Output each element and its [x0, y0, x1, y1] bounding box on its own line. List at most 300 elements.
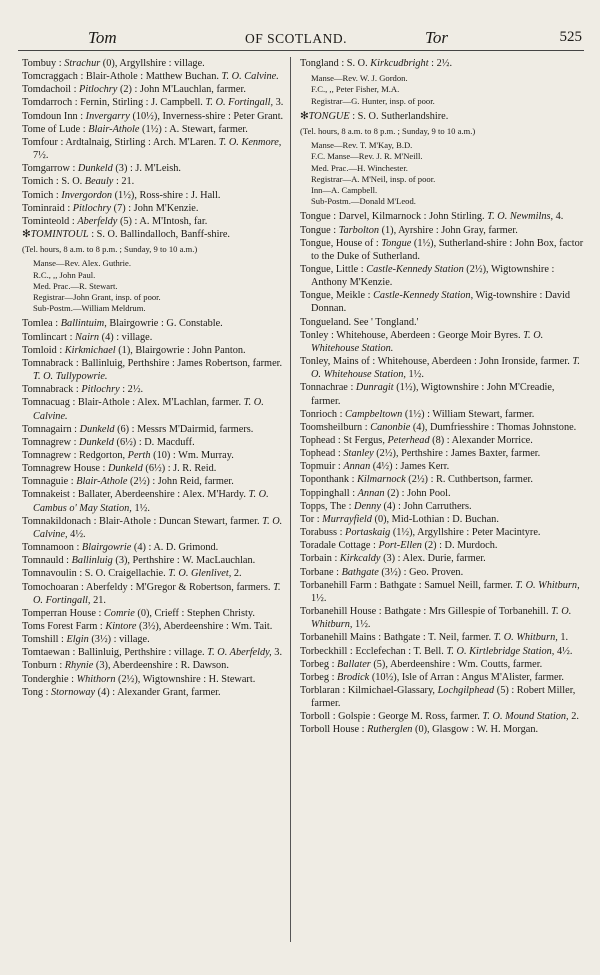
entry-italic-text: Tarbolton — [338, 224, 380, 236]
entry-text: Toradale Cottage : — [300, 540, 379, 552]
entry-italic-text: Castle-Kennedy Station — [366, 263, 464, 275]
entry-italic-text: Blairgowrie — [81, 542, 132, 554]
entry-italic-text: Dunkeld — [77, 163, 113, 175]
entry-text: Tongueland. See ' Tongland.' — [300, 316, 419, 328]
entry-text: Tominteold : — [22, 215, 78, 227]
entry-text: 1½. — [131, 502, 150, 514]
entry-italic-text: Murrayfield — [322, 513, 372, 525]
entry-text: : 2½. — [428, 58, 453, 69]
entry-italic-text: T. O. Kenmore, — [218, 136, 282, 148]
entry-text: (3), Aberdeenshire : R. Dawson. — [93, 660, 229, 672]
official-line: Registrar—John Grant, insp. of poor. — [33, 292, 161, 302]
locality-officials — [300, 73, 584, 107]
directory-entry — [22, 344, 284, 357]
entry-italic-text: Castle-Kennedy Station — [373, 290, 471, 302]
entry-italic-text: Dunkeld — [79, 423, 115, 435]
entry-italic-text: TONGUE — [308, 110, 350, 122]
directory-entry — [22, 541, 284, 554]
entry-italic-text: T. O. Calvine. — [221, 71, 279, 83]
entry-text: (4), Dumfriesshire : Thomas Johnstone. — [410, 421, 577, 433]
locality-officials — [300, 140, 584, 207]
entry-text: (4) : village. — [99, 331, 153, 343]
entry-text: : 2½. — [119, 384, 144, 396]
entry-text: (1½) : William Stewart, farmer. — [402, 408, 535, 420]
entry-italic-text: Ballinluig — [71, 555, 113, 567]
entry-text: (1½), Sutherland-shire : John Box, factor to the Duke of Sutherland. — [311, 237, 584, 262]
directory-entry — [300, 316, 584, 329]
entry-text: (7) : John M'Kenzie. — [111, 202, 199, 214]
entry-text: (10½), Inverness-shire : Peter Grant. — [129, 110, 284, 122]
directory-entry — [22, 70, 284, 83]
column-divider — [290, 57, 291, 942]
entry-text: Tongue, Little : — [300, 263, 367, 275]
entry-italic-text: Ballintuim — [60, 318, 105, 330]
entry-text: Tomdarroch : Fernin, Stirling : J. Campbell. — [22, 97, 206, 109]
entry-italic-text: TOMINTOUL — [30, 229, 89, 241]
entry-text: (10) : Wm. Murray. — [150, 449, 234, 461]
entry-italic-text: T. O. Fortingall, — [205, 97, 274, 109]
entry-text: Toomsheilburn : — [300, 421, 371, 433]
entry-text: Torbanehill Mains : Bathgate : T. Neil, farmer. — [300, 632, 494, 644]
directory-entry — [22, 515, 284, 541]
entry-text: Tomich : — [22, 189, 62, 201]
page-header — [18, 26, 584, 51]
entry-italic-text: Kintore — [105, 621, 137, 632]
directory-entry — [22, 607, 284, 620]
directory-entry — [300, 210, 584, 223]
directory-entry — [300, 723, 584, 736]
entry-text: Topps, The : — [300, 500, 355, 512]
official-line: Manse—Rev. W. J. Gordon. — [311, 73, 408, 84]
entry-italic-text: T. O. Whitburn, — [515, 579, 580, 591]
entry-italic-text: Port-Ellen — [378, 540, 422, 552]
entry-text: 3. — [273, 97, 284, 109]
entry-italic-text: Aberfeldy — [77, 215, 118, 227]
directory-entry — [300, 355, 584, 381]
entry-text: Toppinghall : — [300, 487, 358, 499]
entry-text: (4) : A. D. Grimond. — [131, 542, 219, 554]
directory-entry — [300, 671, 584, 684]
directory-entry — [22, 202, 284, 215]
directory-entry — [22, 436, 284, 449]
entry-text: (3½) : Geo. Proven. — [378, 566, 464, 578]
official-line: Inn—A. Campbell. — [311, 184, 378, 195]
entry-text: (0), Argyllshire : village. — [100, 58, 205, 69]
entry-italic-text: Beauly — [84, 176, 114, 188]
entry-text: Tomnacuag : Blair-Athole : Alex. M'Lachlan, farmer. — [22, 397, 244, 409]
entry-text: (6½) : D. Macduff. — [113, 436, 195, 448]
directory-entry — [22, 449, 284, 462]
entry-italic-text: T. O. Tullypowrie. — [33, 371, 108, 383]
directory-entry — [300, 289, 584, 315]
entry-text: Topmuir : — [300, 461, 344, 473]
entry-text: ✻ — [300, 110, 309, 122]
official-line: Med. Prac.—R. Stewart. — [33, 280, 118, 291]
directory-entry — [300, 645, 584, 658]
directory-entry — [22, 136, 284, 162]
entry-italic-text: Pitlochry — [72, 202, 112, 214]
entry-text: Tomdachoil : — [22, 84, 80, 96]
entry-text: Tomnauld : — [22, 555, 72, 567]
entry-text: (2) : John Pool. — [384, 487, 451, 499]
entry-italic-text: Denny — [354, 500, 381, 512]
entry-text: (2) : John M'Lauchlan, farmer. — [117, 84, 246, 96]
entry-italic-text: T. O. Whitburn, — [311, 606, 572, 631]
entry-text: (1½), Argyllshire : Peter Macintyre. — [390, 527, 541, 539]
entry-text: Tomnagrew : — [22, 436, 80, 448]
entry-italic-text: Ballater — [337, 658, 371, 670]
entry-italic-text: Pitlochry — [81, 384, 120, 396]
entry-text: (2½), Wigtownshire : H. Stewart. — [115, 673, 256, 685]
entry-italic-text: Rutherglen — [367, 724, 413, 736]
entry-italic-text: Kirkcaldy — [339, 553, 381, 565]
entry-text: (2) : D. Murdoch. — [421, 540, 498, 552]
entry-text: (4½) : James Kerr. — [370, 461, 450, 473]
entry-text: (2½), Wigtownshire : Anthony M'Kenzie. — [311, 263, 555, 289]
directory-entry — [300, 473, 584, 486]
entry-text: Tongue : — [300, 224, 339, 236]
directory-entry — [22, 123, 284, 136]
right-column — [300, 57, 584, 737]
entry-italic-text: Peterhead — [387, 435, 430, 446]
entry-text: (3) : Alex. Durie, farmer. — [380, 553, 486, 565]
entry-text: Torbanehill House : Bathgate : Mrs Gillespie of Torbanehill. — [300, 606, 552, 618]
directory-entry — [22, 462, 284, 475]
entry-text: (1), Blairgowrie : John Panton. — [115, 344, 246, 356]
directory-entry — [300, 579, 584, 605]
directory-entry — [300, 263, 584, 289]
entry-text: Tongland : S. O. — [300, 58, 371, 69]
directory-entry — [22, 581, 284, 607]
entry-text: Torbeckhill : Ecclefechan : T. Bell. — [300, 645, 447, 657]
directory-entry — [300, 329, 584, 355]
entry-text: Tong : — [22, 686, 52, 698]
entry-italic-text: T. O. Fortingall, — [33, 581, 281, 606]
entry-text: (1½), Ross-shire : J. Hall. — [112, 189, 221, 201]
entry-italic-text: Rhynie — [64, 660, 94, 672]
entry-text: (6) : Messrs M'Dairmid, farmers. — [114, 423, 254, 435]
directory-entry — [300, 447, 584, 460]
directory-entry — [22, 83, 284, 96]
entry-text: (2½) : R. Cuthbertson, farmer. — [405, 474, 533, 486]
directory-entry — [22, 228, 284, 241]
entry-text: Torbane : — [300, 566, 342, 578]
entry-text: (1½), Wigtownshire : John M'Creadie, farmer. — [311, 382, 555, 407]
entry-italic-text: Elgin — [66, 634, 89, 646]
directory-entry — [300, 500, 584, 513]
page-number: 525 — [559, 29, 582, 45]
entry-text: Tongue : Darvel, Kilmarnock : John Stirling. — [300, 211, 488, 223]
directory-entry — [22, 673, 284, 686]
entry-text: , Blairgowrie : G. Constable. — [104, 318, 223, 330]
entry-text: (2½), Perthshire : James Baxter, farmer. — [373, 448, 541, 460]
entry-text: Tomtaewan : Ballinluig, Perthshire : village. — [22, 647, 208, 659]
header-title: OF SCOTLAND. — [245, 31, 348, 46]
entry-text: Tomnamoon : — [22, 542, 82, 554]
entry-italic-text: Invergarry — [85, 110, 130, 122]
entry-italic-text: Portaskaig — [345, 527, 391, 539]
entry-italic-text: Campbeltown — [345, 408, 403, 420]
official-line: R.C., ,, John Paul. — [33, 269, 96, 280]
directory-entry — [22, 357, 284, 383]
entry-italic-text: T. O. Whitburn, — [493, 632, 558, 644]
entry-text: Torabuss : — [300, 527, 346, 539]
entry-text: (5) : Robert Miller, farmer. — [311, 684, 576, 710]
directory-entry — [22, 215, 284, 228]
entry-text: Tomcraggach : Blair-Athole : Matthew Buchan. — [22, 71, 222, 83]
entry-text: 7½. — [33, 150, 49, 162]
directory-entry — [22, 633, 284, 646]
entry-text: : S. O. Ballindalloch, Banff-shire. — [88, 229, 231, 241]
directory-entry — [300, 513, 584, 526]
entry-text: Tomnagairn : — [22, 423, 80, 435]
directory-entry — [300, 408, 584, 421]
directory-entry — [300, 526, 584, 539]
directory-entry — [22, 96, 284, 109]
entry-text: 1. — [557, 632, 569, 644]
entry-italic-text: Annan — [343, 461, 371, 473]
official-line: F.C., ,, Peter Fisher, M.A. — [311, 84, 400, 95]
entry-text: Torbeg : — [300, 658, 338, 670]
entry-text: Torboll : Golspie : George M. Ross, farmer. — [300, 711, 483, 723]
entry-text: Tongue, House of : — [300, 237, 382, 249]
entry-text: Tomnaguie : — [22, 476, 77, 488]
entry-text: (3½), Aberdeenshire : Wm. Tait. — [136, 621, 273, 632]
directory-entry — [300, 237, 584, 263]
entry-text: Tonnachrae : — [300, 382, 356, 394]
entry-text: (1½) : A. Stewart, farmer. — [139, 123, 248, 135]
directory-entry — [300, 658, 584, 671]
directory-entry — [300, 684, 584, 710]
directory-entry — [300, 710, 584, 723]
entry-text: 4½. — [67, 528, 86, 540]
entry-italic-text: T. O. Kirtlebridge Station, — [446, 645, 555, 657]
official-line: Sub-Postm.—Donald M'Leod. — [311, 196, 416, 207]
directory-entry — [22, 659, 284, 672]
entry-italic-text: Blair-Athole — [76, 476, 128, 488]
entry-text: (3), Perthshire : W. MacLauchlan. — [112, 555, 256, 567]
entry-text: Tongue, Meikle : — [300, 290, 374, 302]
entry-text: Torblaran : Kilmichael-Glassary, — [300, 684, 438, 696]
entry-text: Tonburn : — [22, 660, 65, 672]
entry-italic-text: Invergordon — [61, 189, 113, 201]
directory-entry — [300, 110, 584, 123]
entry-text: Tomloid : — [22, 344, 65, 356]
entry-text: (8) : Alexander Morrice. — [429, 435, 533, 446]
directory-entry — [22, 175, 284, 188]
official-line: F.C. Manse—Rev. J. R. M'Neill. — [311, 151, 423, 162]
entry-text: Tomnakeist : Ballater, Aberdeenshire : Alex. M'Hardy. — [22, 489, 249, 501]
directory-entry — [22, 110, 284, 123]
entry-italic-text: T. O. Mound Station, — [482, 711, 569, 723]
official-line: Sub-Postm.—William Meldrum. — [33, 303, 146, 314]
entry-text: (10½), Isle of Arran : Angus M'Alister, farmer. — [369, 671, 565, 683]
entry-text: 4½. — [554, 645, 573, 657]
header-left-word: Tom — [88, 28, 117, 47]
entry-text: (0), Glasgow : W. H. Morgan. — [412, 724, 539, 736]
entry-italic-text: Dunkeld — [79, 436, 114, 448]
left-column — [22, 57, 284, 699]
directory-entry — [300, 539, 584, 552]
official-line: Manse—Rev. Alex. Guthrie. — [33, 258, 132, 269]
entry-text: Tomochoaran : Aberfeldy : M'Gregor & Robertson, farmers. — [22, 581, 274, 593]
entry-text: (5) : A. M'Intosh, far. — [117, 215, 208, 227]
entry-text: Tomdoun Inn : — [22, 110, 86, 122]
directory-entry — [300, 552, 584, 565]
entry-italic-text: T. O. Aberfeldy, — [207, 647, 272, 659]
entry-text: 21. — [90, 594, 106, 606]
entry-italic-text: T. O. Cambus o' May Station, — [33, 489, 269, 514]
entry-italic-text: T. O. Calvine, — [33, 515, 283, 540]
entry-italic-text: T. O. Calvine. — [33, 397, 264, 422]
entry-italic-text: Dunragit — [355, 382, 394, 394]
header-right-word: Tor — [425, 28, 449, 47]
entry-italic-text: Lochgilphead — [437, 684, 495, 696]
entry-text: (4) : John Carruthers. — [380, 500, 472, 512]
entry-italic-text: Comrie — [103, 607, 135, 619]
entry-italic-text: Strachur — [64, 58, 101, 69]
entry-text: Torbain : — [300, 553, 340, 565]
entry-italic-text: T. O. Newmilns, — [487, 211, 554, 223]
entry-italic-text: Kirkmichael — [64, 344, 116, 356]
directory-entry — [22, 554, 284, 567]
entry-text: Toponthank : — [300, 474, 358, 486]
directory-entry — [22, 475, 284, 488]
entry-text: Tophead : — [300, 448, 344, 460]
entry-text: Tombuy : — [22, 58, 65, 69]
official-line: Manse—Rev. T. M'Kay, B.D. — [311, 140, 413, 151]
entry-italic-text: Stanley — [343, 448, 374, 460]
entry-italic-text: Perth — [127, 449, 151, 461]
entry-text: Tomgarrow : — [22, 163, 78, 175]
entry-text: Tomnavoulin : S. O. Craigellachie. — [22, 568, 169, 580]
entry-text: Torbanehill Farm : Bathgate : Samuel Neill, farmer. — [300, 579, 516, 591]
entry-italic-text: T. O. Whitehouse Station, — [311, 356, 580, 381]
entry-italic-text: Pitlochry — [79, 84, 118, 96]
entry-italic-text: Kilmarnock — [357, 474, 406, 486]
entry-italic-text: Nairn — [75, 331, 100, 343]
directory-entry — [22, 488, 284, 514]
entry-text: 1½. — [405, 369, 424, 381]
entry-text: 3. — [271, 647, 283, 659]
official-line: Registrar—G. Hunter, insp. of poor. — [311, 95, 435, 106]
directory-entry — [300, 381, 584, 407]
entry-text: ✻ — [22, 229, 31, 241]
entry-italic-text: T. O. Whitehouse Station. — [311, 329, 544, 354]
entry-italic-text: Canonbie — [370, 421, 411, 433]
entry-italic-text: Bathgate — [341, 566, 379, 578]
entry-italic-text: Stornoway — [51, 686, 96, 698]
entry-italic-text: T. O. Glenlivet, — [168, 568, 232, 580]
official-line: Registrar—A. M'Neil, insp. of poor. — [311, 173, 436, 184]
entry-italic-text: Brodick — [337, 671, 370, 683]
directory-entry — [300, 421, 584, 434]
entry-text: (1), Ayrshire : John Gray, farmer. — [379, 224, 518, 236]
entry-text: Tomshill : — [22, 634, 67, 646]
directory-entry — [300, 487, 584, 500]
entry-text: Tomnagrew : Redgorton, — [22, 449, 128, 461]
entry-text: (3½) : village. — [88, 634, 150, 646]
directory-entry — [300, 224, 584, 237]
entry-text: (5), Aberdeenshire : Wm. Coutts, farmer. — [370, 658, 543, 670]
entry-text: 2. — [231, 568, 242, 580]
directory-entry — [300, 460, 584, 473]
entry-text: Tophead : St Fergus, — [300, 435, 388, 446]
entry-text: (0), Crieff : Stephen Christy. — [134, 607, 255, 619]
directory-entry — [22, 57, 284, 70]
entry-text: (0), Mid-Lothian : D. Buchan. — [371, 513, 499, 525]
entry-text: Torboll House : — [300, 724, 368, 736]
entry-text: Tomlea : — [22, 318, 61, 330]
directory-entry — [300, 434, 584, 447]
entry-italic-text: Tongue — [381, 237, 412, 249]
entry-italic-text: Blair-Athole — [88, 123, 140, 135]
entry-text: 1½. — [352, 619, 371, 631]
entry-text: (3) : J. M'Leish. — [112, 163, 182, 175]
directory-entry — [300, 631, 584, 644]
entry-text: Tomnakildonach : Blair-Athole : Duncan Stewart, farmer. — [22, 515, 263, 527]
directory-entry — [22, 423, 284, 436]
directory-entry — [22, 331, 284, 344]
directory-entry — [22, 189, 284, 202]
entry-text: Tomnagrew House : — [22, 463, 108, 475]
directory-entry — [22, 646, 284, 659]
entry-text: Tomfour : Ardtalnaig, Stirling : Arch. M'Laren. — [22, 136, 219, 148]
entry-text: Tome of Lude : — [22, 123, 89, 135]
directory-entry — [22, 396, 284, 422]
directory-entry — [22, 686, 284, 699]
directory-entry — [300, 566, 584, 579]
entry-text: Tonley, Mains of : Whitehouse, Aberdeen : John Ironside, farmer. — [300, 356, 573, 368]
entry-text: Tomperran House : — [22, 607, 104, 619]
entry-text: : 21. — [113, 176, 135, 188]
entry-text: Tomich : S. O. — [22, 176, 85, 188]
entry-italic-text: Whithorn — [76, 673, 116, 685]
entry-text: Tomlincart : — [22, 331, 76, 343]
entry-text: Tonderghie : — [22, 673, 77, 685]
entry-text: Tonrioch : — [300, 408, 346, 420]
entry-text: , Wig-townshire : David Donnan. — [311, 290, 571, 315]
entry-text: Tomnabrack : — [22, 384, 82, 396]
entry-text: Tor : — [300, 513, 323, 525]
entry-text: Torbeg : — [300, 671, 338, 683]
entry-text: 1½. — [311, 592, 327, 604]
directory-entry — [22, 162, 284, 175]
entry-text: 4. — [553, 211, 564, 223]
entry-text: Toms Forest Farm : — [22, 621, 106, 632]
directory-entry — [300, 605, 584, 631]
telegraph-hours: (Tel. hours, 8 a.m. to 8 p.m. ; Sunday, 9 to 10 a.m.) — [22, 244, 198, 255]
entry-text: Tonley : Whitehouse, Aberdeen : George Moir Byres. — [300, 329, 524, 341]
directory-entry — [22, 620, 284, 633]
directory-entry — [22, 317, 284, 330]
entry-text: Tominraid : — [22, 202, 73, 214]
directory-entry — [300, 57, 584, 70]
entry-italic-text: Dunkeld — [107, 463, 143, 475]
entry-text: : S. O. Sutherlandshire. — [349, 110, 449, 122]
locality-officials — [22, 258, 284, 314]
entry-italic-text: Annan — [357, 487, 385, 499]
directory-entry — [22, 567, 284, 580]
entry-text: Tomnabrack : Ballinluig, Perthshire : James Robertson, farmer. — [22, 357, 283, 369]
directory-entry — [22, 383, 284, 396]
entry-text: (6½) : J. R. Reid. — [142, 463, 217, 475]
entry-text: (4) : Alexander Grant, farmer. — [95, 686, 221, 698]
official-line: Med. Prac.—H. Winchester. — [311, 162, 408, 173]
entry-italic-text: Kirkcudbright — [370, 58, 429, 69]
entry-text: (2½) : John Reid, farmer. — [127, 476, 234, 488]
entry-text: 2. — [568, 711, 579, 723]
